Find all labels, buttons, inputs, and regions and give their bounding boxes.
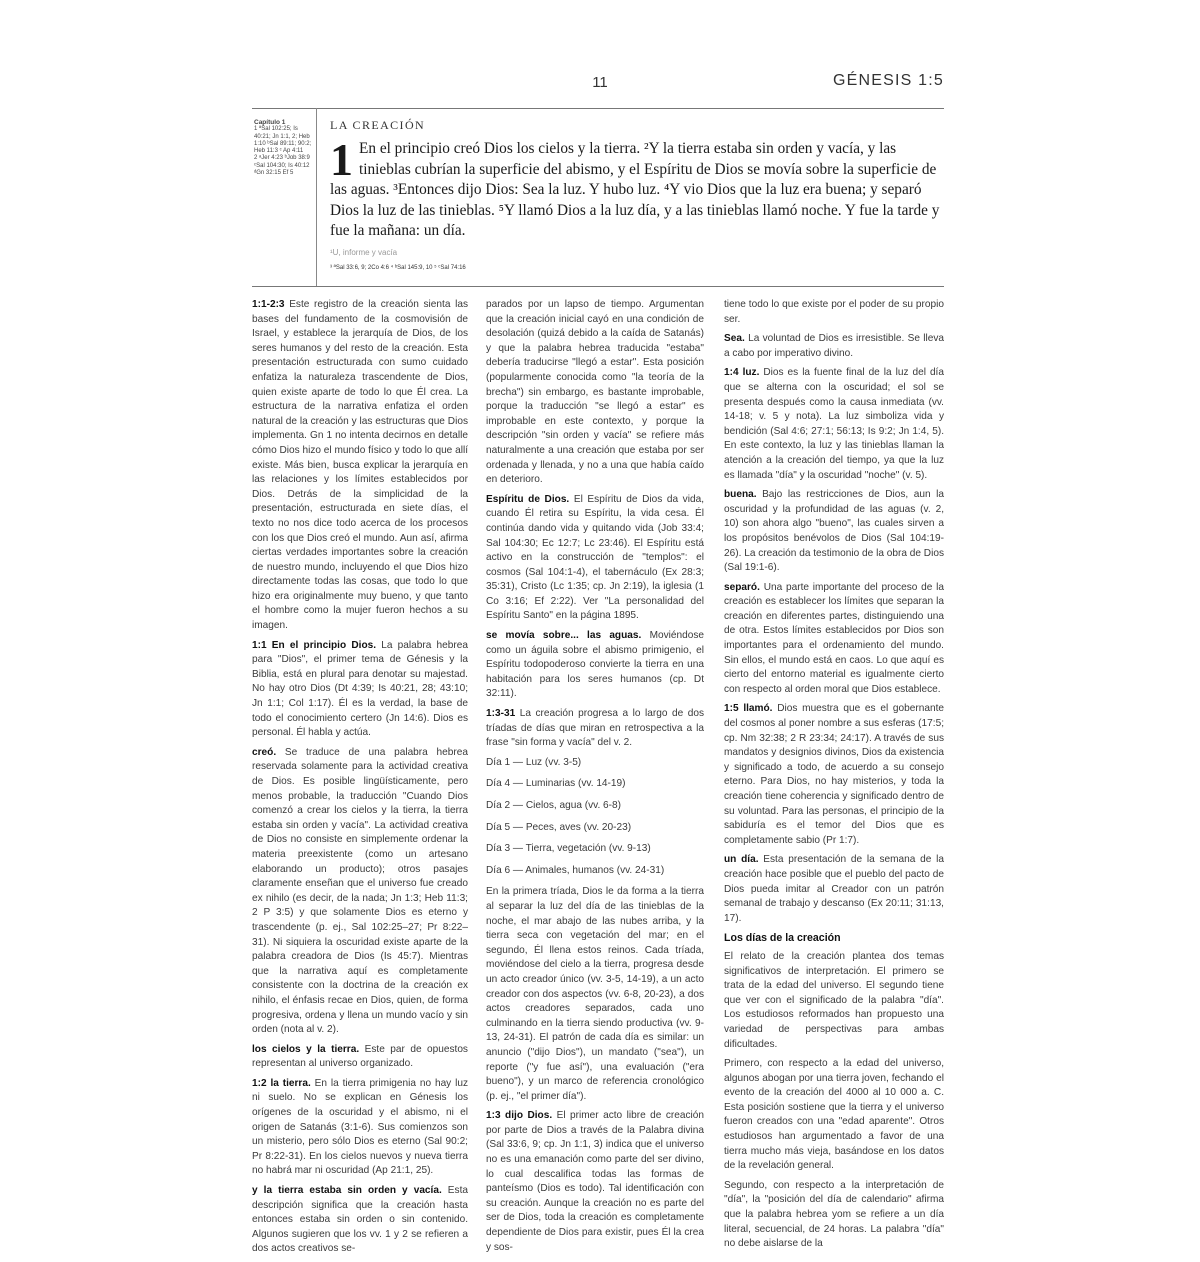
commentary-note	[724, 488, 944, 576]
note-lemma: separó.	[724, 581, 764, 593]
commentary-note	[252, 298, 468, 634]
note-lemma: 1:2 la tierra.	[252, 1077, 315, 1089]
verse-references: ³ ªSal 33:6, 9; 2Co 4:6 ⁴ ᵇSal 145:9, 10 ⁵ ᶜSal 74:16	[330, 264, 466, 271]
top-divider	[252, 108, 944, 109]
creation-day-item: Día 4 — Luminarias (vv. 14-19)	[486, 778, 626, 790]
note-lemma: 1:3-31	[486, 708, 520, 720]
commentary-note	[486, 1109, 704, 1255]
note-text: Se traduce de una palabra hebrea reservada solamente para la actividad creativa de Dios. Es posible lingüísticamente, pero menos probable, la traducción "Cuando Dios comenzó a crear los cielos y la tierra, la tierra estaba sin orden y vacía". La actividad creativa de Dios no consiste en simplemente ordenar la materia preexistente (como un artesano elaborando un producto); otros pasajes claramente enseñan que el universo fue creado ex nihilo (es decir, de la nada; Jn 1:3; Heb 11:3; 2 P 3:5) y que solamente Dios es eterno y trascendente (p. ej., Sal 102:25–27; Pr 8:22–31). Ni siquiera la oscuridad existe aparte de la palabra creadora de Dios (Is 45:7). Mientras que la narrativa aquí es completamente consistente con la doctrina de la creación ex nihilo, el énfasis recae en Dios, quien, de forma progresiva, ordena y llena un mundo vacío y sin orden (nota al v. 2).	[252, 746, 468, 1036]
note-text: Bajo las restricciones de Dios, aun la oscuridad y la profundidad de las aguas (v. 2, 10) son ahora algo "bueno", las cuales sirven a los propósitos benévolos de Dios (Sal 104:19-26). La creación da testimonio de la obra de Dios (Sal 19:1-6).	[724, 489, 944, 574]
column-divider	[316, 108, 317, 286]
commentary-note	[724, 366, 944, 483]
note-text: La creación progresa a lo largo de dos tríadas de días que miran en retrospectiva a la frase "sin forma y vacía" del v. 2.	[486, 708, 704, 749]
commentary-note	[724, 298, 944, 327]
commentary-note	[252, 1184, 468, 1257]
note-text: En la primera tríada, Dios le da forma a la tierra al separar la luz del día de las tinieblas de la noche, el mar abajo de las nubes arriba, y la tierra seca con vegetación del mar; en el segundo, Él llena estos reinos. Cada tríada, moviéndose del cielo a la tierra, progresa desde un acto creador único (vv. 3-5, 14-19), a un acto creador con dos aspectos (vv. 6-8, 20-23), a dos actos creadores separados, cada uno culminando en la tierra siendo productiva (vv. 9-13, 24-31). El patrón de cada día es similar: un anuncio ("dijo Dios"), un mandato ("sea"), un reporte ("y fue así"), una evaluación ("era bueno"), y un marco de referencia cronológico (p. ej., "el primer día").	[486, 886, 704, 1102]
note-text: Este par de opuestos representan al universo organizado.	[252, 1043, 468, 1070]
commentary-note	[252, 639, 468, 741]
note-text: El primer acto libre de creación por parte de Dios a través de la Palabra divina (Sal 33:6, 9; cp. Jn 1:1, 3) indica que el universo no es una emanación como parte del ser divino, lo cual descalifica todas las formas de panteísmo (Dios es todo). Tal identificación con su creación. Aunque la creación no es parte del ser de Dios, toda la creación es completamente dependiente de Dios para existir, pues Él la crea y sos-	[486, 1110, 704, 1253]
note-lemma: y la tierra estaba sin orden y vacía.	[252, 1185, 448, 1197]
note-text: Dios es la fuente final de la luz del día que se alterna con la oscuridad; el sol se presenta después como la causa inmediata (vv. 14-18; v. 5 y nota). La luz simboliza vida y bendición (Sal 4:6; 27:1; 56:13; Is 9:2; Jn 1:4, 5). En este contexto, la luz y las tinieblas llaman la atención a la creación del tiempo, ya que la luz es llamada "día" y la oscuridad "noche" (v. 5).	[724, 367, 944, 481]
note-text: parados por un lapso de tiempo. Argumentan que la creación inicial cayó en una condición de desolación (quizá debido a la caída de Satanás) y que la palabra hebrea traducida "estaba" debería traducirse "llegó a estar". Esta posición (popularmente conocida como "la teoría de la brecha") sin embargo, es bastante improbable, porque la traducción "se llegó a estar" es improbable en este contexto, y porque la descripción "sin orden y vacía" se refiere más naturalmente a una creación que estaba por ser ordenada y llenada, y no a una que había caído en deterioro.	[486, 299, 704, 486]
scripture-block	[330, 118, 944, 271]
crossref-entry: 2 ᵃJer 4:23 ᵇJob 38:9 ᶜSal 104:30; Is 40:12 ᵈGn 32:15 Ef 5	[254, 155, 310, 177]
note-lemma: Espíritu de Dios.	[486, 493, 574, 505]
commentary-note	[252, 746, 468, 1038]
commentary-note	[252, 1043, 468, 1072]
note-text: Moviéndose como un águila sobre el abismo primigenio, el Espíritu todopoderoso convierte la tierra en una habitación para los seres humanos (cp. Dt 32:11).	[486, 630, 704, 700]
note-text: Segundo, con respecto a la interpretación de "día", la "posición del día de calendario" afirma que la palabra hebrea yom se refiere a un día literal, secuencial, de 24 horas. La palabra "día" no debe aislarse de la	[724, 1179, 944, 1250]
note-lemma: 1:5 llamó.	[724, 703, 778, 715]
creation-day-item: Día 1 — Luz (vv. 3-5)	[486, 756, 582, 768]
commentary-note	[486, 629, 704, 702]
note-lemma: los cielos y la tierra.	[252, 1043, 365, 1055]
commentary-note	[724, 1179, 944, 1252]
note-text: La palabra hebrea para "Dios", el primer tema de Génesis y la Biblia, está en plural para denotar su majestad. No hay otro Dios (Dt 4:39; Is 40:21, 28; 43:10; Jn 1:1; Col 1:17). Él es la verdad, la base de todo el conocimiento certero (Jn 14:6). Dios es personal. Él habla y actúa.	[252, 639, 468, 739]
note-lemma: 1:3 dijo Dios.	[486, 1110, 557, 1122]
commentary-note	[724, 1057, 944, 1174]
crossref-entry: 1 ªSal 102:25; Is 40:21; Jn 1:1, 2; Heb 1:10 ᵇSal 89:11; 90:2; Heb 11:3 ᶜ Ap 4:11	[254, 126, 312, 155]
note-lemma: creó.	[252, 746, 285, 758]
commentary-note	[252, 1077, 468, 1179]
commentary-note	[486, 707, 704, 751]
commentary-note	[486, 493, 704, 624]
page-number: 11	[592, 74, 608, 91]
commentary-column-2	[486, 298, 704, 1260]
note-lemma: 1:1-2:3	[252, 299, 290, 310]
commentary-column-3	[724, 298, 944, 1257]
note-lemma: 1:1 En el principio Dios.	[252, 639, 382, 651]
creation-day-item: Día 2 — Cielos, agua (vv. 6-8)	[486, 800, 622, 811]
commentary-note	[486, 298, 704, 488]
note-lemma: Sea.	[724, 333, 749, 345]
note-text: La voluntad de Dios es irresistible. Se lleva a cabo por imperativo divino.	[724, 333, 944, 359]
footnote: ¹U, informe y vacía	[330, 247, 398, 257]
chapter-number: 1	[330, 134, 353, 185]
crossref-title: Capítulo 1	[254, 119, 286, 126]
commentary-note	[724, 950, 944, 1052]
commentary-note	[724, 702, 944, 848]
note-text: El relato de la creación plantea dos temas significativos de interpretación. El primero se trata de la edad del universo. El segundo tiene que ver con el significado de la palabra "día". Los estudiosos reformados han propuesto una variedad de perspectivas para ambas dificultades.	[724, 950, 944, 1050]
commentary-note	[724, 332, 944, 361]
creation-day-item: Día 6 — Animales, humanos (vv. 24-31)	[486, 864, 665, 876]
creation-day-item: Día 3 — Tierra, vegetación (vv. 9-13)	[486, 843, 651, 855]
verse-body: En el principio creó Dios los cielos y la tierra. ²Y la tierra estaba sin orden y vacía, y las tinieblas cubrían la superficie del abismo, y el Espíritu de Dios se movía sobre la superficie de las aguas. ³Entonces dijo Dios: Sea la luz. Y hubo luz. ⁴Y vio Dios que la luz era buena; y separó Dios la luz de las tinieblas. ⁵Y llamó Dios a la luz día, y a las tinieblas llamó noche. Y fue la tarde y fue la mañana: un día.	[330, 140, 940, 240]
commentary-divider	[252, 286, 944, 287]
creation-day-item: Día 5 — Peces, aves (vv. 20-23)	[486, 821, 632, 833]
running-head: GÉNESIS 1:5	[832, 72, 944, 89]
note-text: Esta presentación de la semana de la creación hace posible que el pueblo del pacto de Dios pueda imitar al Creador con un patrón semanal de trabajo y descanso (Ex 20:11; 31:13, 17).	[724, 854, 945, 924]
note-text: En la tierra primigenia no hay luz ni suelo. No se explican en Génesis los orígenes de la oscuridad y el abismo, ni el origen de Satanás (3:1-6). Sus comienzos son un misterio, pero sólo Dios es eterno (Sal 90:2; Pr 8:22-31). En los cielos nuevos y nueva tierra no habrá mar ni oscuridad (Ap 21:1, 25).	[252, 1077, 468, 1177]
commentary-note	[724, 853, 944, 926]
note-lemma: buena.	[724, 489, 763, 501]
note-text: Una parte importante del proceso de la creación es establecer los límites que separan la creación en diferentes partes, distinguiendo una de otra. Estos límites establecidos por Dios son importantes para el ordenamiento del mundo. Sin ellos, el mundo está en caos. Lo que aquí es cierto del entorno material es igualmente cierto con respecto al orden moral que Dios establece.	[724, 581, 944, 695]
note-text: Este registro de la creación sienta las bases del fundamento de la cosmovisión de Israel, y establece la jerarquía de Dios, de los seres humanos y del resto de la creación. Esta presentación estructurada con sumo cuidado enfatiza la naturaleza trascendente de Dios, quien existe aparte de todo lo que Él crea. La estructura de la narrativa enfatiza el orden natural de la creación y las estructuras que Dios implementa. Gn 1 no intenta decirnos en detalle cómo Dios hizo el mundo físico y todo lo que allí existe. Más bien, busca explicar la jerarquía en las relaciones y los límites establecidos por Dios. Detrás de la simplicidad de la presentación, estructurada en siete días, el texto no nos dice todo acerca de los procesos con los que Dios creó el mundo. Aun así, afirma ciertas verdades importantes sobre la creación de nuestro mundo, incluyendo el que Dios hizo directamente todas las cosas, que todo lo que hizo era originalmente muy bueno, y que tanto el hombre como la mujer fueron hechos a su imagen.	[252, 299, 469, 632]
note-text: Dios muestra que es el gobernante del cosmos al poner nombre a sus esferas (17:5; cp. Nm 32:38; 2 R 23:34; 24:17). A través de sus mandatos y designios divinos, Dios da existencia y significado a todo, de acuerdo a su consejo eterno. Para Dios, no hay misterios, y toda la creación tiene coherencia y significado dentro de su voluntad. Para las personas, el principio de la sabiduría es el temor del Dios que es completamente sabio (Pr 1:7).	[724, 703, 944, 846]
note-lemma: 1:4 luz.	[724, 367, 764, 379]
commentary-column-1	[252, 298, 468, 1262]
article-heading: Los días de la creación	[724, 932, 841, 945]
verse-text	[330, 134, 944, 242]
note-text: tiene todo lo que existe por el poder de su propio ser.	[724, 299, 944, 325]
commentary-note	[724, 581, 944, 698]
note-lemma: un día.	[724, 854, 764, 866]
note-text: Esta descripción significa que la creación hasta entonces estaba sin orden o sin contenido. Algunos sugieren que los vv. 1 y 2 se refieren a dos actos creativos se-	[252, 1185, 468, 1255]
note-text: El Espíritu de Dios da vida, cuando Él retira su Espíritu, la vida cesa. Él continúa dando vida y quitando vida (Job 33:4; Sal 104:30; Ec 12:7; Lc 23:46). El Espíritu está activo en la construcción de "templos": el cosmos (Sal 104:1-4), el tabernáculo (Ex 28:3; 35:31), Cristo (Lc 1:35; cp. Jn 2:19), la iglesia (1 Co 3:16; Ef 2:22). Ver "La personalidad del Espíritu Santo" en la página 1895.	[486, 493, 705, 622]
section-heading: LA CREACIÓN	[330, 118, 426, 132]
note-text: Primero, con respecto a la edad del universo, algunos abogan por una tierra joven, fechando el evento de la creación del 4000 al 10 000 a. C. Esta posición sostiene que la tierra y el universo fueron creados con una "edad aparente". Otros estudiosos han argumentado a favor de una tierra mucho más vieja, basándose en los datos de la revelación general.	[724, 1058, 944, 1172]
cross-references	[254, 119, 312, 177]
note-lemma: se movía sobre... las aguas.	[486, 630, 650, 642]
commentary-note	[486, 885, 704, 1104]
